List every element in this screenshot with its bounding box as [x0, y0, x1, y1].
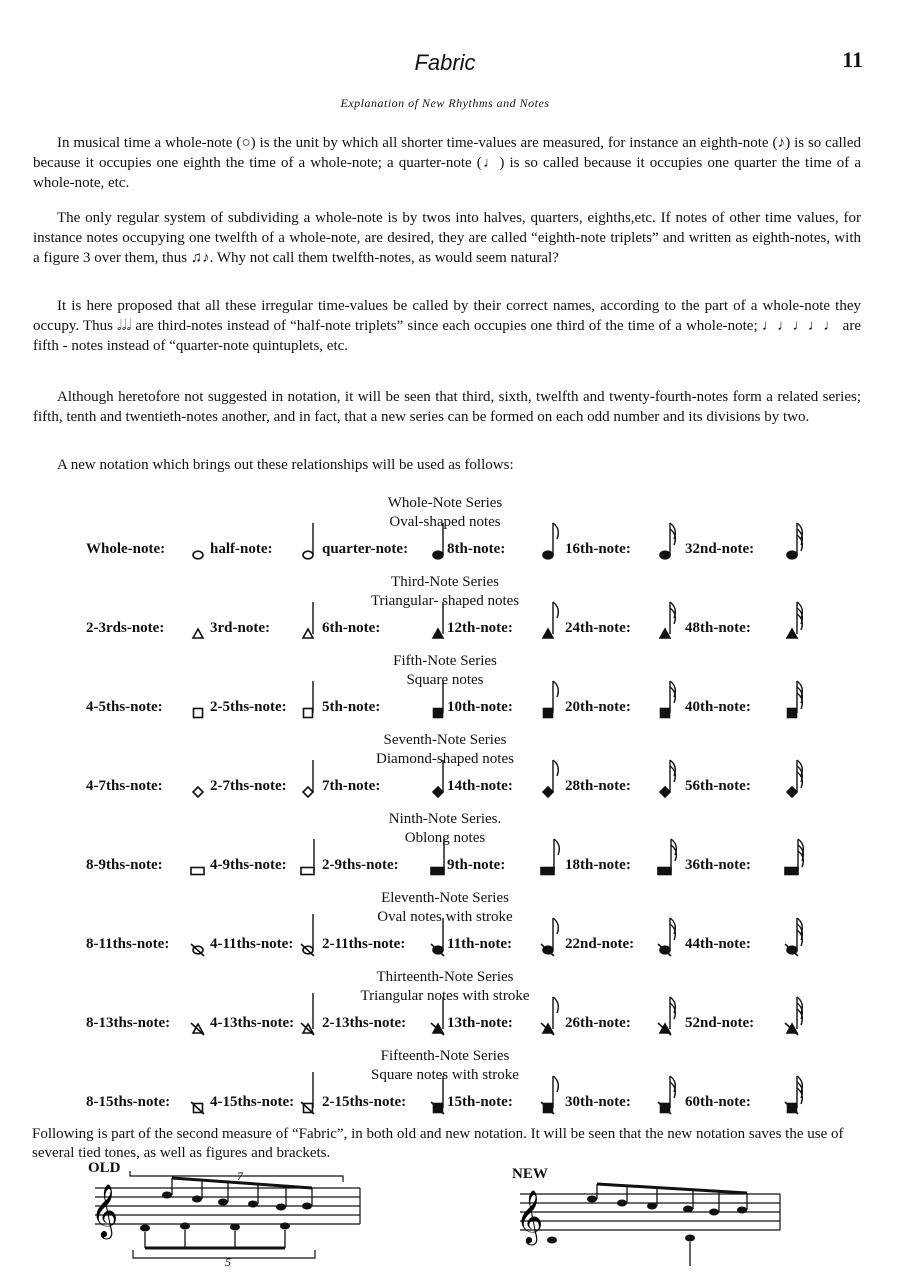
note-label: 2-7ths-note: — [210, 778, 287, 794]
series-name: Whole-Note Series — [387, 495, 503, 511]
note-label: 8th-note: — [447, 541, 506, 557]
note-label: 2-3rds-note: — [86, 620, 165, 636]
note-label: 8-11ths-note: — [86, 936, 170, 952]
series-description: Square notes with stroke — [371, 1067, 519, 1083]
series-description: Square notes — [406, 672, 484, 688]
note-label: 10th-note: — [447, 699, 513, 715]
note-symbol-icon — [784, 833, 810, 879]
new-notation-staff — [510, 1168, 800, 1268]
note-label: 44th-note: — [685, 936, 751, 952]
note-label: 3rd-note: — [210, 620, 270, 636]
note-label: 22nd-note: — [565, 936, 635, 952]
series-name: Fifteenth-Note Series — [380, 1048, 510, 1064]
note-symbol-icon — [540, 754, 566, 800]
treble-clef-icon: 𝄞 — [91, 1183, 119, 1237]
note-label: 8-15ths-note: — [86, 1094, 171, 1110]
note-label: 4-7ths-note: — [86, 778, 163, 794]
series-name: Ninth-Note Series. — [388, 811, 502, 827]
bracket-bottom-label: 5 — [225, 1255, 231, 1268]
treble-clef-icon: 𝄞 — [516, 1189, 544, 1243]
note-symbol-icon — [657, 991, 683, 1037]
note-symbol-icon — [784, 912, 810, 958]
note-symbol-icon — [657, 517, 683, 563]
note-label: 13th-note: — [447, 1015, 513, 1031]
note-label: 4-9ths-note: — [210, 857, 287, 873]
note-symbol-icon — [657, 675, 683, 721]
paragraph-4: Although heretofore not suggested in notation, it will be seen that third, sixth, twelfth and twenty-fourth-notes form a related series; fifth, tenth and twentieth-notes another, and in fact, that a new series can be formed on each odd number and its divisions by two. — [33, 389, 861, 425]
note-label: 2-5ths-note: — [210, 699, 287, 715]
note-label: 15th-note: — [447, 1094, 513, 1110]
series-description: Oblong notes — [404, 830, 486, 846]
note-symbol-icon — [540, 991, 566, 1037]
note-label: 12th-note: — [447, 620, 513, 636]
note-label: 24th-note: — [565, 620, 631, 636]
note-label: 4-15ths-note: — [210, 1094, 295, 1110]
note-label: 4-11ths-note: — [210, 936, 294, 952]
series-description: Triangular notes with stroke — [360, 988, 530, 1004]
paragraph-2: The only regular system of subdividing a whole-note is by twos into halves, quarters, eighths,etc. If notes of other time values, for instance notes occupying one twelfth of a whole-note, are desired, they are called “eighth-note triplets” and written as eighth-notes, with a figure 3 over them, thus ♫♪. Why not call them twelfth-notes, as would seem natural? — [33, 210, 861, 266]
note-symbol-icon — [657, 912, 683, 958]
note-label: 4-5ths-note: — [86, 699, 163, 715]
note-label: 40th-note: — [685, 699, 751, 715]
note-label: 36th-note: — [685, 857, 751, 873]
note-symbol-icon — [540, 1070, 566, 1116]
series-name: Thirteenth-Note Series — [376, 969, 514, 985]
new-label: NEW — [512, 1166, 548, 1182]
note-symbol-icon — [784, 1070, 810, 1116]
old-label: OLD — [88, 1160, 121, 1176]
note-label: 8-9ths-note: — [86, 857, 163, 873]
note-label: 2-15ths-note: — [322, 1094, 407, 1110]
note-symbol-icon — [540, 517, 566, 563]
note-label: 7th-note: — [322, 778, 381, 794]
series-description: Oval-shaped notes — [389, 514, 501, 530]
note-symbol-icon — [657, 1070, 683, 1116]
note-label: half-note: — [210, 541, 273, 557]
series-description: Oval notes with stroke — [377, 909, 513, 925]
note-label: 30th-note: — [565, 1094, 631, 1110]
note-symbol-icon — [657, 596, 683, 642]
note-symbol-icon — [540, 596, 566, 642]
bracket-top-label: 7 — [237, 1169, 243, 1183]
note-label: 2-11ths-note: — [322, 936, 406, 952]
note-label: 56th-note: — [685, 778, 751, 794]
page-number: 11 — [842, 47, 863, 72]
note-label: 52nd-note: — [685, 1015, 755, 1031]
note-label: 32nd-note: — [685, 541, 755, 557]
note-symbol-icon — [784, 754, 810, 800]
note-label: 2-9ths-note: — [322, 857, 399, 873]
page-subtitle: Explanation of New Rhythms and Notes — [340, 96, 550, 110]
note-label: 28th-note: — [565, 778, 631, 794]
note-label: 6th-note: — [322, 620, 381, 636]
note-label: 8-13ths-note: — [86, 1015, 171, 1031]
series-name: Fifth-Note Series — [393, 653, 497, 669]
series-name: Third-Note Series — [391, 574, 499, 590]
note-symbol-icon — [540, 833, 566, 879]
page-title: Fabric — [414, 50, 476, 75]
note-symbol-icon — [784, 517, 810, 563]
bottom-paragraph: Following is part of the second measure of “Fabric”, in both old and new notation. It will be seen that the new notation saves the use of several tied tones, as well as figures and brackets. — [32, 1126, 844, 1161]
note-symbol-icon — [540, 675, 566, 721]
note-label: 9th-note: — [447, 857, 506, 873]
note-label: 4-13ths-note: — [210, 1015, 295, 1031]
paragraph-1: In musical time a whole-note (○) is the unit by which all shorter time-values are measured, for instance an eighth-note (♪) is so called because it occupies one eighth the time of a whole-note; a quarter-note (♩) is so called because it occupies one quarter the time of a whole-note, etc. — [33, 135, 861, 191]
paragraph-5: A new notation which brings out these relationships will be used as follows: — [57, 457, 514, 473]
old-notation-staff — [85, 1168, 375, 1268]
note-label: 5th-note: — [322, 699, 381, 715]
note-label: 11th-note: — [447, 936, 512, 952]
note-label: 2-13ths-note: — [322, 1015, 407, 1031]
paragraph-3: It is here proposed that all these irregular time-values be called by their correct names, according to the part of a whole-note they occupy. Thus 𝅗𝅥𝅗𝅥𝅗𝅥 are third-notes instead of “half-note triplets” since each occupies one third of the time of a whole-note; ♩♩♩♩♩ are fifth - notes instead of “quarter-note quintuplets, etc. — [33, 298, 861, 354]
note-label: 60th-note: — [685, 1094, 751, 1110]
note-label: 18th-note: — [565, 857, 631, 873]
note-label: 14th-note: — [447, 778, 513, 794]
note-symbol-icon — [657, 754, 683, 800]
series-name: Seventh-Note Series — [383, 732, 507, 748]
note-label: quarter-note: — [322, 541, 409, 557]
note-symbol-icon — [784, 675, 810, 721]
series-description: Triangular- shaped notes — [370, 593, 520, 609]
note-label: 16th-note: — [565, 541, 631, 557]
note-symbol-icon — [540, 912, 566, 958]
note-label: 20th-note: — [565, 699, 631, 715]
note-label: 48th-note: — [685, 620, 751, 636]
note-label: Whole-note: — [86, 541, 166, 557]
series-description: Diamond-shaped notes — [376, 751, 514, 767]
series-name: Eleventh-Note Series — [381, 890, 509, 906]
note-symbol-icon — [784, 596, 810, 642]
note-symbol-icon — [784, 991, 810, 1037]
note-label: 26th-note: — [565, 1015, 631, 1031]
note-symbol-icon — [657, 833, 683, 879]
